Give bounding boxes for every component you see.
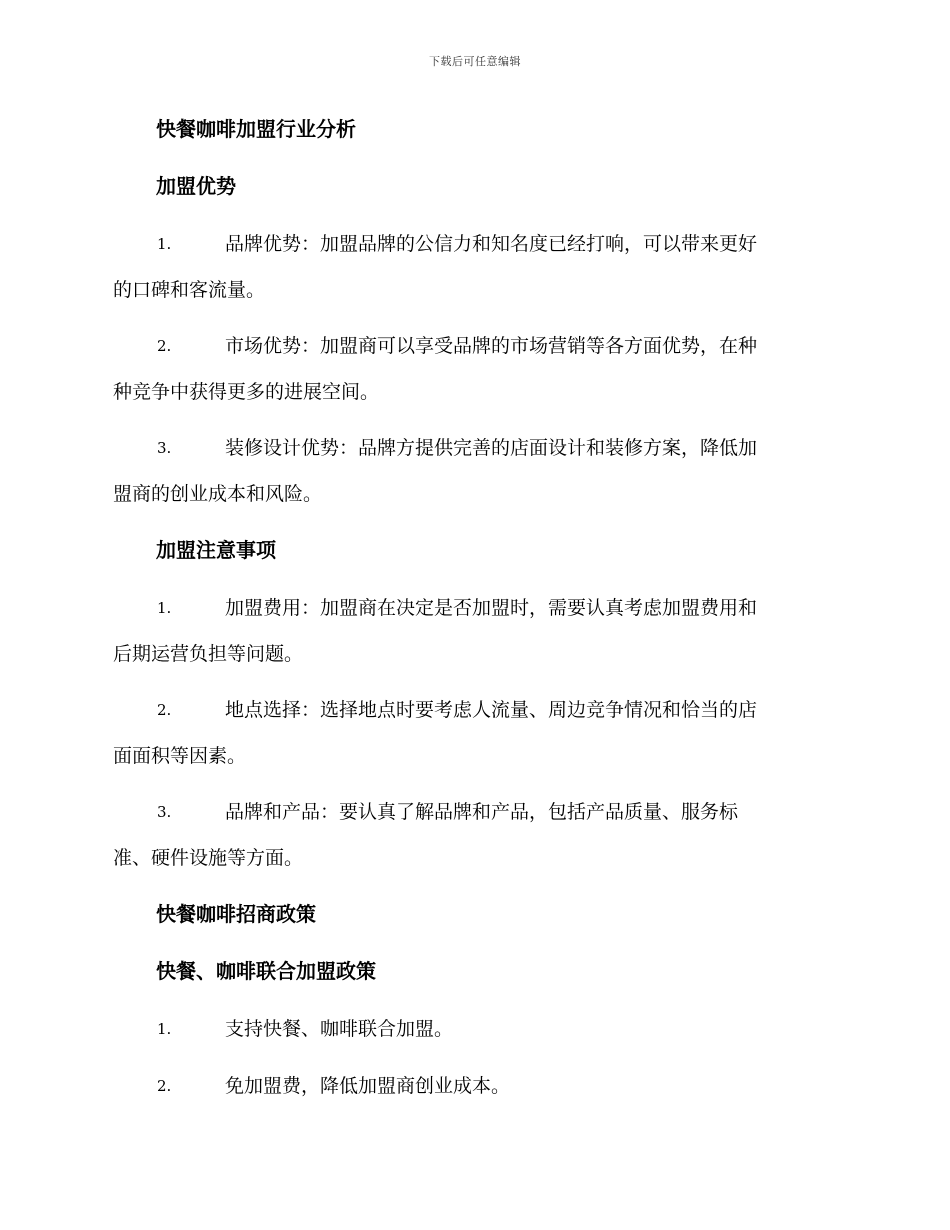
list-item-text: 地点选择：选择地点时要考虑人流量、周边竞争情况和恰当的店 — [225, 699, 758, 721]
list-item-continuation: 种竞争中获得更多的进展空间。 — [113, 381, 380, 403]
list-item — [113, 585, 835, 677]
list-item — [113, 789, 835, 881]
section-heading-notes: 加盟注意事项 — [156, 538, 276, 562]
list-item-text: 加盟费用：加盟商在决定是否加盟时，需要认真考虑加盟费用和 — [225, 597, 758, 619]
list-item — [113, 221, 835, 313]
list-number: 1. — [157, 599, 172, 617]
list-item-text: 品牌和产品：要认真了解品牌和产品，包括产品质量、服务标 — [225, 801, 739, 823]
list-item — [113, 1063, 835, 1109]
list-item — [113, 687, 835, 779]
list-item — [113, 425, 835, 517]
section-heading-policy: 快餐咖啡招商政策 — [156, 902, 316, 926]
list-item-text: 品牌优势：加盟品牌的公信力和知名度已经打响，可以带来更好 — [225, 233, 758, 255]
list-item — [113, 323, 835, 415]
list-number: 3. — [157, 803, 172, 821]
list-item-text: 免加盟费，降低加盟商创业成本。 — [225, 1075, 511, 1097]
list-item-continuation: 面面积等因素。 — [113, 745, 247, 767]
list-item-text: 装修设计优势：品牌方提供完善的店面设计和装修方案，降低加 — [225, 437, 758, 459]
list-number: 1. — [157, 235, 172, 253]
list-item — [113, 1006, 835, 1052]
list-item-continuation: 的口碑和客流量。 — [113, 279, 266, 301]
document-title: 快餐咖啡加盟行业分析 — [156, 117, 356, 141]
list-number: 2. — [157, 1077, 172, 1095]
list-item-text: 市场优势：加盟商可以享受品牌的市场营销等各方面优势，在种 — [225, 335, 758, 357]
section-heading-joint-policy: 快餐、咖啡联合加盟政策 — [156, 959, 376, 983]
list-number: 2. — [157, 337, 172, 355]
section-heading-advantages: 加盟优势 — [156, 174, 236, 198]
list-number: 3. — [157, 439, 172, 457]
list-item-text: 支持快餐、咖啡联合加盟。 — [225, 1018, 454, 1040]
list-number: 2. — [157, 701, 172, 719]
page-header: 下载后可任意编辑 — [429, 55, 521, 68]
list-item-continuation: 准、硬件设施等方面。 — [113, 847, 304, 869]
list-item-continuation: 后期运营负担等问题。 — [113, 643, 304, 665]
list-number: 1. — [157, 1020, 172, 1038]
list-item-continuation: 盟商的创业成本和风险。 — [113, 483, 323, 505]
